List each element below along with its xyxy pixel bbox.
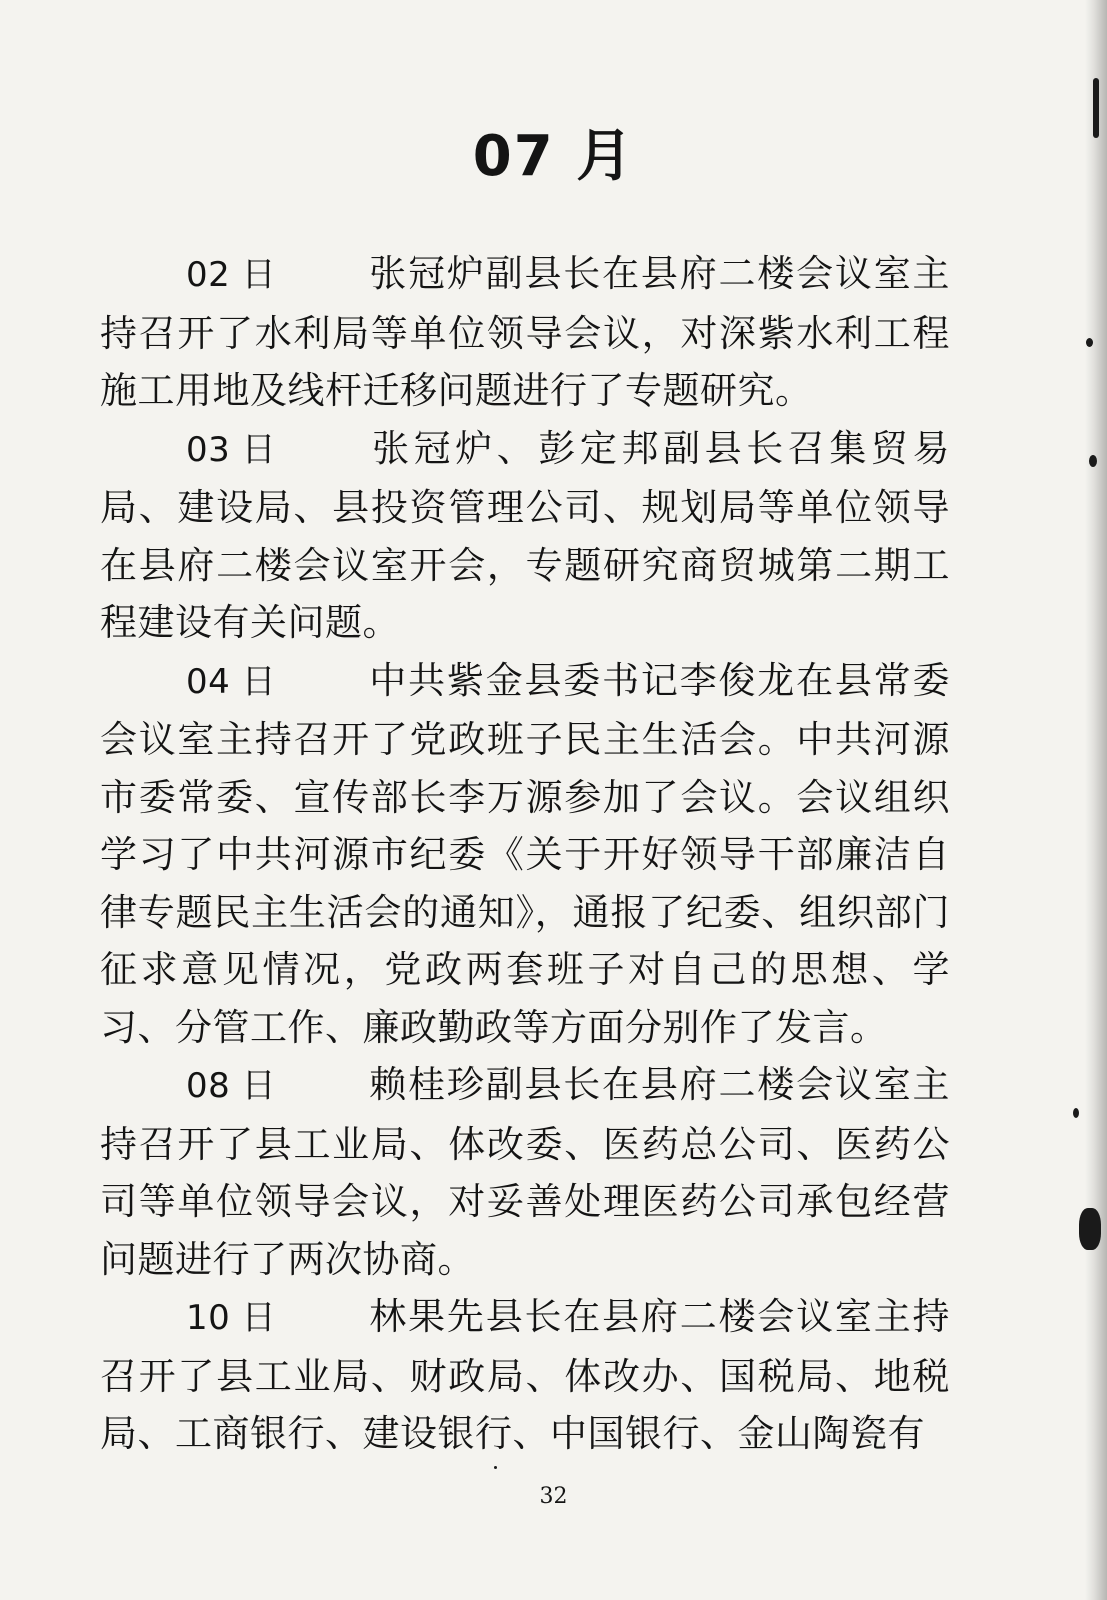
entry-10 [100,1288,950,1463]
entry-day: 03 日 [186,429,277,470]
page-title: 07 月 [472,124,635,189]
scan-speck [1089,455,1097,467]
entry-02 [100,245,950,420]
scan-speck [1093,78,1099,138]
entry-day: 08 日 [186,1066,277,1106]
entry-04 [100,652,950,1057]
chronicle-body [100,245,950,1463]
scan-edge-shadow [1085,0,1107,1600]
entry-text: 张冠炉副县长在县府二楼会议室主持召开了水利局等单位领导会议，对深紫水利工程施工用地及线杆迁移问题进行了专题研究。 [100,252,950,412]
entry-08 [100,1056,950,1288]
entry-day: 10 日 [186,1298,277,1338]
page-number: 32 [539,1484,568,1509]
entry-03 [100,420,950,652]
entry-text: 中共紫金县委书记李俊龙在县常委会议室主持召开了党政班子民主生活会。中共河源市委常委、宣传部长李万源参加了会议。会议组织学习了中共河源市纪委《关于开好领导干部廉洁自律专题民主生活会的通知》，通报了纪委、组织部门征求意见情况，党政两套班子对自己的思想、学习、分管工作、廉政勤政等方面分别作了发言。 [100,658,950,1049]
entry-day: 04 日 [186,661,277,702]
scan-speck [1086,338,1093,347]
entry-day: 02 日 [186,255,277,295]
entry-text: 张冠炉、彭定邦副县长召集贸易局、建设局、县投资管理公司、规划局等单位领导在县府二楼会议室开会，专题研究商贸城第二期工程建设有关问题。 [100,426,950,644]
scan-speck [494,1466,497,1469]
scan-speck [1073,1108,1079,1118]
scan-speck [1079,1208,1101,1250]
entry-text: 赖桂珍副县长在县府二楼会议室主持召开了县工业局、体改委、医药总公司、医药公司等单位领导会议，对妥善处理医药公司承包经营问题进行了两次协商。 [100,1063,950,1281]
entry-text: 林果先县长在县府二楼会议室主持召开了县工业局、财政局、体改办、国税局、地税局、工商银行、建设银行、中国银行、金山陶瓷有 [100,1295,950,1455]
